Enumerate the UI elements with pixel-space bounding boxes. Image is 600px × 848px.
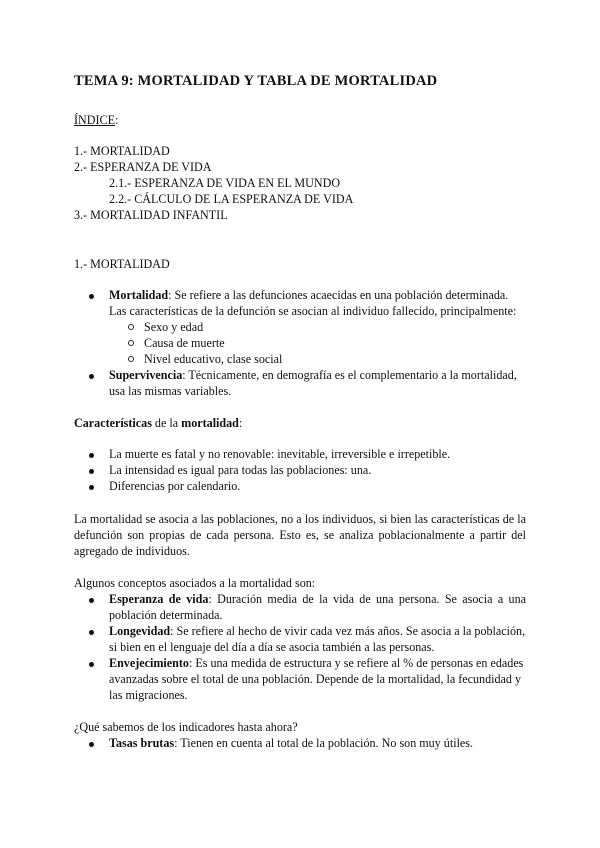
mortalidad-line1 (109, 288, 508, 303)
term-esperanza: Esperanza de vida (109, 592, 209, 606)
esperanza-line2: población determinada. (109, 608, 223, 622)
conceptos-intro: Algunos conceptos asociados a la mortalidad son: (74, 576, 316, 590)
index-heading: ÍNDICE: (74, 113, 119, 127)
envejecimiento-line3: las migraciones. (109, 688, 188, 702)
index-heading-text: ÍNDICE (74, 113, 115, 127)
term-mortalidad: Mortalidad (109, 288, 169, 302)
supervivencia-line1 (109, 368, 517, 383)
index-item: 3.- MORTALIDAD INFANTIL (74, 208, 228, 222)
bullet-icon (89, 662, 94, 667)
subitem: Causa de muerte (144, 336, 225, 350)
tasas-line (109, 736, 473, 751)
bullet-icon (89, 742, 94, 747)
mortalidad-line2: Las características de la defunción se asocian al individuo fallecido, principalmente: (109, 304, 517, 318)
term-longevidad: Longevidad (109, 624, 171, 638)
longevidad-line2: si bien en el lenguaje del día a día se asocia también a las personas. (109, 640, 435, 654)
bullet-icon (89, 453, 94, 458)
caracteristicas-colon: : (238, 416, 243, 430)
index-item: 1.- MORTALIDAD (74, 144, 170, 158)
paragraph-line: defunción son propias de cada persona. Esto es, se analiza poblacionalmente a partir del (74, 528, 526, 542)
mortalidad-text: : Se refiere a las defunciones acaecidas en una población determinada. (168, 288, 509, 302)
bullet-icon (89, 469, 94, 474)
bullet-icon (89, 485, 94, 490)
circle-bullet-icon (128, 340, 134, 346)
bullet-icon (89, 294, 94, 299)
term-envejecimiento: Envejecimiento (109, 656, 189, 670)
envejecimiento-line2: avanzadas sobre el total de una población. Depende de la mortalidad, la fecundidad y (109, 672, 522, 686)
bullet-icon (89, 598, 94, 603)
caracteristicas-word: Características (74, 416, 152, 430)
esperanza-text: : Duración media de la vida de una persona. Se asocia a una (208, 592, 526, 606)
term-supervivencia: Supervivencia (109, 368, 183, 382)
indicadores-question: ¿Qué sabemos de los indicadores hasta ahora? (74, 720, 298, 734)
index-item: 2.- ESPERANZA DE VIDA (74, 160, 212, 174)
circle-bullet-icon (128, 324, 134, 330)
supervivencia-text: : Técnicamente, en demografía es el complementario a la mortalidad, (182, 368, 517, 382)
subitem: Sexo y edad (144, 320, 204, 334)
index-subitem: 2.1.- ESPERANZA DE VIDA EN EL MUNDO (109, 176, 341, 190)
section-heading: 1.- MORTALIDAD (74, 257, 170, 271)
caracteristicas-connector: de la (151, 416, 182, 430)
longevidad-line1 (109, 624, 525, 639)
bullet-icon (89, 374, 94, 379)
index-subitem: 2.2.- CÁLCULO DE LA ESPERANZA DE VIDA (109, 192, 354, 206)
term-tasas: Tasas brutas (109, 736, 175, 750)
tasas-text: : Tienen en cuenta al total de la población. No son muy útiles. (174, 736, 474, 750)
longevidad-text: : Se refiere al hecho de vivir cada vez más años. Se asocia a la población, (170, 624, 526, 638)
mortalidad-word: mortalidad (181, 416, 239, 430)
caracteristicas-heading (74, 416, 242, 431)
subitem: Nivel educativo, clase social (144, 352, 283, 366)
bullet-icon (89, 630, 94, 635)
esperanza-line1 (109, 592, 526, 607)
paragraph-line: agregado de individuos. (74, 544, 190, 558)
document-title: TEMA 9: MORTALIDAD Y TABLA DE MORTALIDAD (74, 73, 438, 89)
supervivencia-line2: usa las mismas variables. (109, 384, 232, 398)
envejecimiento-line1 (109, 656, 523, 671)
caracteristica-item: La muerte es fatal y no renovable: inevitable, irreversible e irrepetible. (109, 447, 451, 461)
caracteristica-item: Diferencias por calendario. (109, 479, 241, 493)
paragraph-line: La mortalidad se asocia a las poblaciones, no a los individuos, si bien las características de la (74, 512, 526, 526)
caracteristica-item: La intensidad es igual para todas las poblaciones: una. (109, 463, 372, 477)
envejecimiento-text: : Es una medida de estructura y se refiere al % de personas en edades (188, 656, 524, 670)
circle-bullet-icon (128, 356, 134, 362)
